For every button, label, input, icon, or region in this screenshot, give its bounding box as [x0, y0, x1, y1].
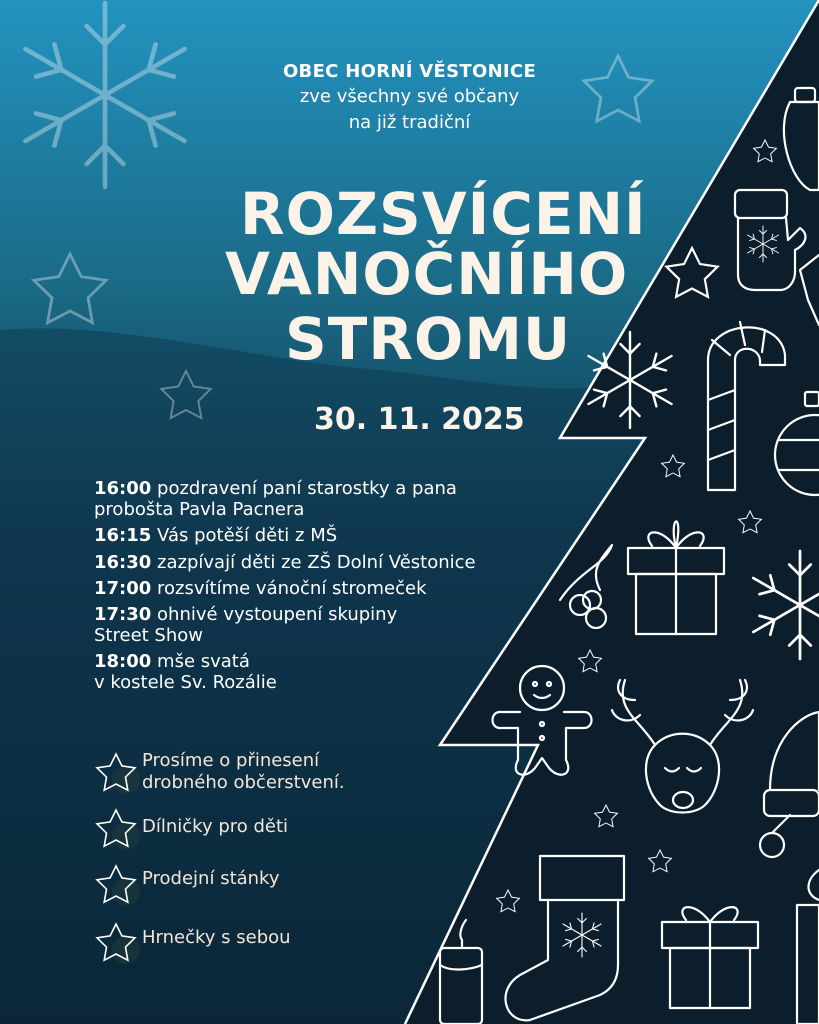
note-item: [142, 927, 291, 949]
schedule-time: 16:30: [94, 552, 152, 573]
invitation-line-2: na již tradiční: [348, 112, 471, 133]
schedule-text-2: Street Show: [94, 625, 203, 646]
schedule-item: [94, 478, 457, 520]
invitation-line-1: zve všechny své občany: [299, 86, 520, 107]
schedule-item: [94, 604, 397, 646]
star-icon: [92, 808, 140, 852]
schedule-text: mše svatá: [157, 651, 250, 672]
note-line-1: Dílničky pro děti: [142, 816, 289, 837]
schedule-item: [94, 525, 337, 546]
schedule-time: 16:15: [94, 525, 152, 546]
schedule-text: zazpívají děti ze ZŠ Dolní Věstonice: [157, 552, 476, 573]
schedule-item: [94, 578, 427, 599]
schedule-text-2: probošta Pavla Pacnera: [94, 499, 305, 520]
event-date: 30. 11. 2025: [314, 402, 525, 437]
note-line-1: Prodejní stánky: [142, 868, 280, 889]
title-line-2: VANOČNÍHO: [225, 240, 629, 308]
schedule-time: 16:00: [94, 478, 152, 499]
note-item: [142, 868, 280, 890]
schedule-text: ohnivé vystoupení skupiny: [157, 604, 398, 625]
schedule-item: [94, 651, 277, 693]
note-line-2: drobného občerstvení.: [142, 772, 345, 793]
schedule-item: [94, 552, 476, 573]
title-line-1: ROZSVÍCENÍ: [240, 180, 647, 248]
note-item: [142, 816, 288, 838]
star-icon: [92, 864, 140, 908]
schedule-time: 18:00: [94, 651, 152, 672]
schedule-text-2: v kostele Sv. Rozálie: [94, 672, 277, 693]
schedule-text: pozdravení paní starostky a pana: [157, 478, 457, 499]
note-item: [142, 750, 345, 794]
schedule-time: 17:00: [94, 578, 152, 599]
note-line-1: Hrnečky s sebou: [142, 927, 291, 948]
star-icon: [92, 922, 140, 966]
schedule-time: 17:30: [94, 604, 152, 625]
title-line-3: STROMU: [285, 305, 572, 373]
schedule-text: rozsvítíme vánoční stromeček: [157, 578, 427, 599]
star-icon: [92, 752, 140, 796]
organizer-name: OBEC HORNÍ VĚSTONICE: [282, 61, 537, 82]
schedule-text: Vás potěší děti z MŠ: [157, 525, 338, 546]
note-line-1: Prosíme o přinesení: [142, 750, 320, 771]
